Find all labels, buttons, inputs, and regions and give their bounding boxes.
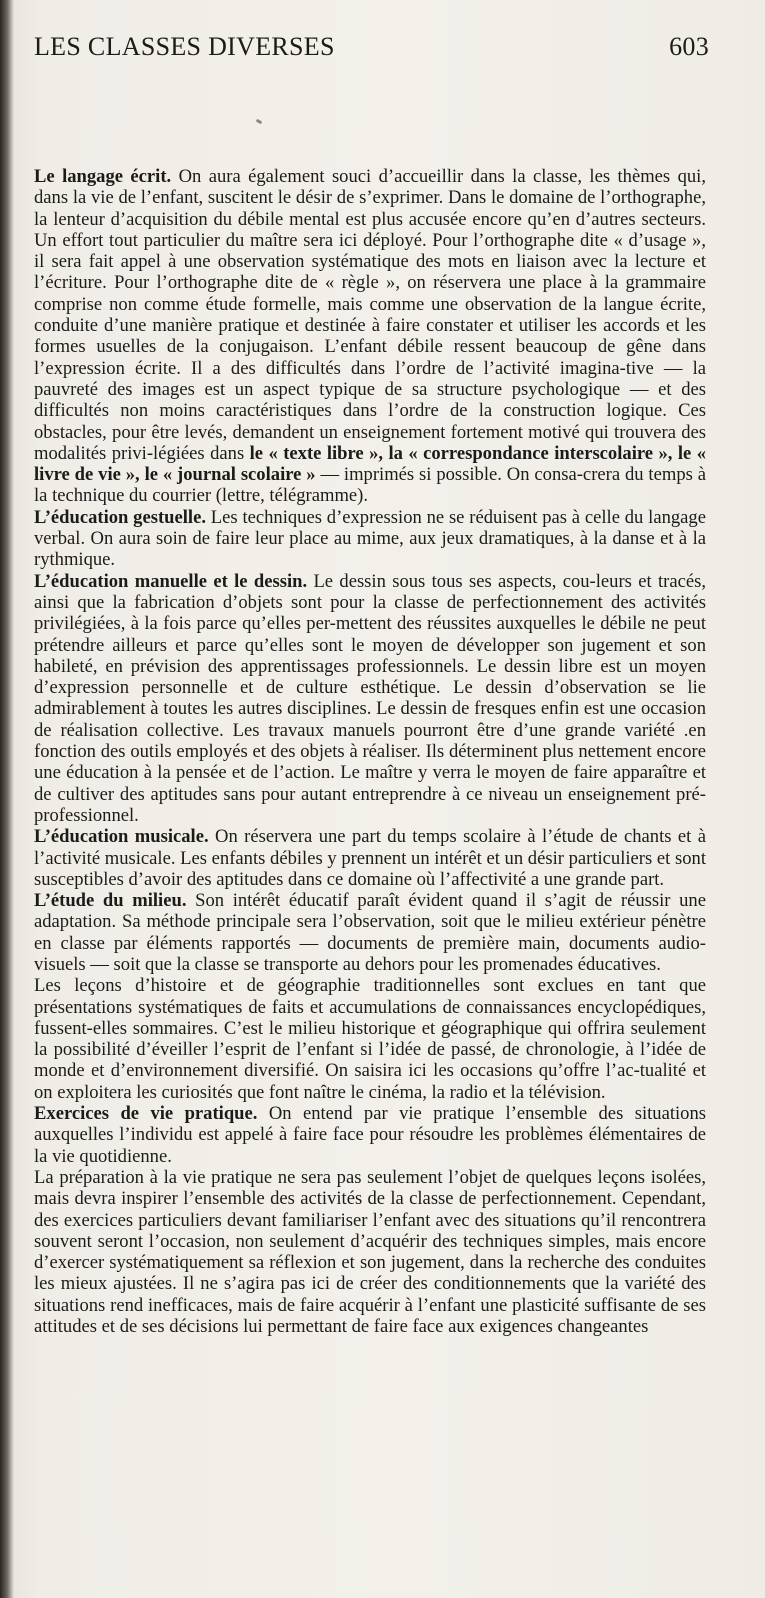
body-text: [34, 166, 706, 1337]
binding-shadow: [0, 0, 14, 1598]
section-heading: L’éducation musicale.: [34, 826, 209, 848]
paragraph-histoire-geographie: Les leçons d’histoire et de géographie traditionnelles sont exclues en tant que présentations systématiques de faits et accumulations de connaissances encyclopédiques, fussent-elles sommaires. C’est le milieu historique et géographique qui offrira seulement la possibilité d’éveiller l’esprit de l’enfant si l’idée de passé, de chronologie, à l’idée de monde et d’environnement diversifié. On saisira ici les occasions qu’offre l’ac-tualité et on exploitera les curiosités que font naître le cinéma, la radio et la télévision.: [34, 975, 706, 1103]
emphasis-text: le « texte libre », la « correspondance interscolaire », le « livre de vie », le « journal scolaire »: [34, 442, 706, 486]
paragraph-text: On aura également souci d’accueillir dans la classe, les thèmes qui, dans la vie de l’enfant, suscitent le désir de s’exprimer. Dans le domaine de l’orthographe, la lenteur d’acquisition du débile mental est plus accusée encore qu’en d’autres secteurs. Un effort tout particulier du maître sera ici déployé. Pour l’orthographe dite « d’usage », il sera fait appel à une observation systématique des mots en liaison avec la lecture et l’écriture. Pour l’orthographe dite de « règle », on réservera une place à la grammaire comprise non comme étude formelle, mais comme une observation de la langue écrite, conduite d’une manière pratique et destinée à faire constater et utiliser les accords et les formes usuelles de la conjugaison. L’enfant débile ressent beaucoup de gêne dans l’expression écrite. Il a des difficultés dans l’ordre de l’activité imagina-tive — la pauvreté des images est un aspect typique de sa structure psychologique — et des difficultés non moins caractéristiques dans l’ordre de la construction logique. Ces obstacles, pour être levés, demandent un enseignement fortement motivé qui trouvera des modalités privi-légiées dans: [34, 166, 706, 464]
paragraph-preparation-vie-pratique: La préparation à la vie pratique ne sera pas seulement l’objet de quelques leçons isolées, mais devra inspirer l’ensemble des activités de la classe de perfectionnement. Cependant, des exercices particuliers devant familiariser l’enfant avec des situations qu’il rencontrera souvent seront l’occasion, non seulement d’acquérir des techniques simples, mais encore d’exercer systématiquement sa réflexion et son jugement, dans la recherche des conduites les mieux ajustées. Il ne s’agira pas ici de créer des conditionnements que la variété des situations rend inefficaces, mais de faire acquérir à l’enfant une plasticité suffisante de ses attitudes et de ses décisions lui permettant de faire face aux exigences changeantes: [34, 1166, 706, 1338]
paragraph-text: Son intérêt éducatif paraît évident quand il s’agit de réussir une adaptation. Sa méthode principale sera l’observation, soit que le milieu extérieur pénètre en classe par éléments rapportés — documents de première main, documents audio-visuels — soit que la classe se transporte au dehors pour les promenades éducatives.: [34, 890, 706, 975]
paragraph-text: Les techniques d’expression ne se réduisent pas à celle du langage verbal. On aura soin de faire leur place au mime, aux jeux dramatiques, à la danse et à la rythmique.: [34, 506, 706, 571]
paragraph-education-musicale: [34, 826, 706, 890]
section-heading: L’éducation manuelle et le dessin.: [34, 570, 308, 592]
section-heading: Exercices de vie pratique.: [34, 1103, 258, 1125]
section-heading: Le langage écrit.: [34, 166, 172, 187]
paragraph-langage-ecrit: [34, 166, 706, 507]
paragraph-education-gestuelle: [34, 507, 706, 571]
paragraph-text: Le dessin sous tous ses aspects, cou-leurs et tracés, ainsi que la fabrication d’objets sont pour la classe de perfectionnement des activités privilégiées, à la fois parce qu’elles per-mettent des réussites auxquelles le débile ne peut prétendre ailleurs et parce qu’elles sont le moyen de développer son jugement et son habileté, en prévision des apprentissages professionnels. Le dessin libre est un moyen d’expression personnelle et de culture esthétique. Le dessin d’observation se lie admirablement à toutes les autres disciplines. Le dessin de fresques enfin est une occasion de réalisation collective. Les travaux manuels pourront être d’une grande variété .en fonction des outils employés et des objets à réaliser. Ils déterminent plus nettement encore une éducation à la pensée et de l’action. Le maître y verra le moyen de faire apparaître et de cultiver des aptitudes sans pour autant entreprendre à ce niveau un enseignement pré-professionnel.: [34, 570, 706, 826]
paragraph-vie-pratique: [34, 1103, 706, 1167]
paragraph-education-manuelle: [34, 571, 706, 827]
section-heading: L’étude du milieu.: [34, 890, 187, 912]
running-title: LES CLASSES DIVERSES: [34, 32, 335, 61]
paper-speck: [256, 119, 263, 125]
paragraph-text: On entend par vie pratique l’ensemble des situations auxquelles l’individu est appelé à faire face pour résoudre les problèmes élémentaires de la vie quotidienne.: [34, 1103, 706, 1167]
section-heading: L’éducation gestuelle.: [34, 506, 206, 528]
page-number: 603: [669, 32, 709, 61]
paragraph-text: — imprimés si possible. On consa-crera du temps à la technique du courrier (lettre, télégramme).: [34, 464, 706, 507]
paragraph-text: On réservera une part du temps scolaire à l’étude de chants et à l’activité musicale. Les enfants débiles y prennent un intérêt et un désir particuliers et sont susceptibles d’avoir des aptitudes dans ce domaine où l’affectivité a une grande part.: [34, 826, 706, 890]
page-header: [34, 32, 709, 66]
paragraph-etude-milieu: [34, 890, 706, 975]
